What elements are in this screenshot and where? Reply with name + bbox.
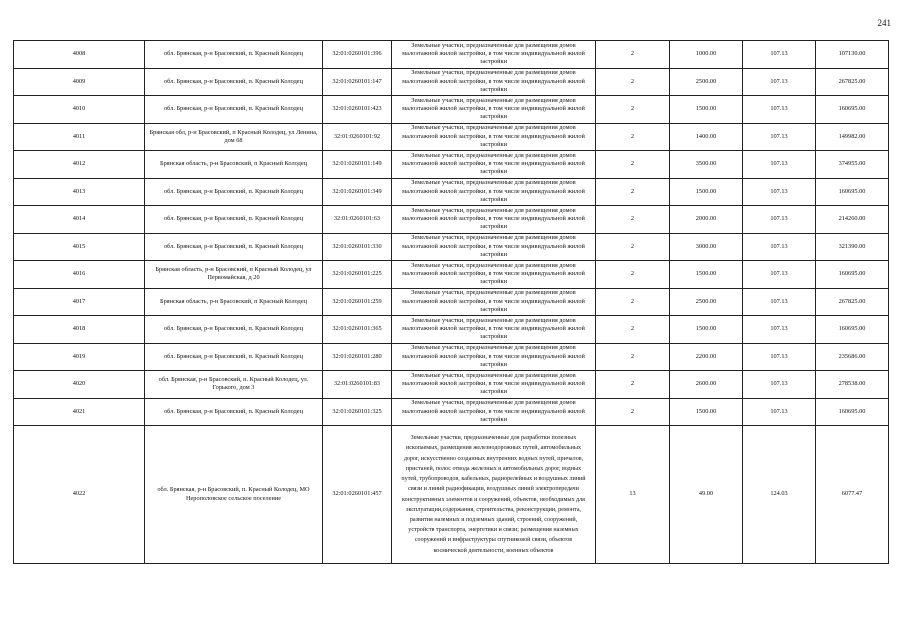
specific-value-cell: 107.13 — [743, 261, 816, 289]
table-row — [14, 96, 889, 124]
area-cell: 2500.00 — [670, 68, 743, 96]
cadastral-number-cell: 32:01:0260101:330 — [323, 233, 392, 261]
specific-value-cell: 107.13 — [743, 233, 816, 261]
permitted-use-cell: Земельные участки, предназначенные для размещения домов малоэтажной жилой застройки, в том числе индивидуальной жилой застройки — [392, 398, 596, 426]
permitted-use-cell: Земельные участки, предназначенные для размещения домов малоэтажной жилой застройки, в том числе индивидуальной жилой застройки — [392, 96, 596, 124]
specific-value-cell: 107.13 — [743, 41, 816, 69]
category-code-cell: 2 — [596, 151, 670, 179]
address-cell: обл. Брянская, р-н Брасовский, п. Красный Колодец — [145, 206, 323, 234]
table-row — [14, 398, 889, 426]
cadastral-value-cell: 214260.00 — [816, 206, 889, 234]
specific-value-cell: 107.13 — [743, 68, 816, 96]
registry-body — [14, 41, 889, 564]
specific-value-cell: 107.13 — [743, 371, 816, 399]
cadastral-value-cell: 160695.00 — [816, 96, 889, 124]
address-cell: обл. Брянская, р-н Брасовский, п. Красный Колодец — [145, 41, 323, 69]
record-number-cell: 4017 — [14, 288, 145, 316]
table-row — [14, 41, 889, 69]
area-cell: 1500.00 — [670, 178, 743, 206]
address-cell: обл. Брянская, р-н Брасовский, п. Красный Колодец, МО Нерополовское сельское поселение — [145, 426, 323, 564]
category-code-cell: 2 — [596, 123, 670, 151]
cadastral-number-cell: 32:01:0260101:83 — [323, 371, 392, 399]
cadastral-value-cell: 235686.00 — [816, 343, 889, 371]
cadastral-number-cell: 32:01:0260101:92 — [323, 123, 392, 151]
area-cell: 3500.00 — [670, 151, 743, 179]
record-number-cell: 4020 — [14, 371, 145, 399]
area-cell: 2600.00 — [670, 371, 743, 399]
permitted-use-cell: Земельные участки, предназначенные для размещения домов малоэтажной жилой застройки, в том числе индивидуальной жилой застройки — [392, 151, 596, 179]
cadastral-value-cell: 160695.00 — [816, 261, 889, 289]
cadastral-number-cell: 32:01:0260101:63 — [323, 206, 392, 234]
record-number-cell: 4012 — [14, 151, 145, 179]
address-cell: обл. Брянская, р-н Брасовский, п. Красный Колодец — [145, 343, 323, 371]
table-row — [14, 316, 889, 344]
cadastral-value-cell: 267825.00 — [816, 288, 889, 316]
table-row — [14, 261, 889, 289]
category-code-cell: 2 — [596, 178, 670, 206]
specific-value-cell: 107.13 — [743, 316, 816, 344]
area-cell: 2000.00 — [670, 206, 743, 234]
table-row — [14, 151, 889, 179]
table-row — [14, 371, 889, 399]
record-number-cell: 4011 — [14, 123, 145, 151]
cadastral-number-cell: 32:01:0260101:457 — [323, 426, 392, 564]
cadastral-number-cell: 32:01:0260101:423 — [323, 96, 392, 124]
specific-value-cell: 107.13 — [743, 178, 816, 206]
cadastral-value-cell: 278538.00 — [816, 371, 889, 399]
permitted-use-cell: Земельные участки, предназначенные для размещения домов малоэтажной жилой застройки, в том числе индивидуальной жилой застройки — [392, 123, 596, 151]
specific-value-cell: 107.13 — [743, 398, 816, 426]
record-number-cell: 4013 — [14, 178, 145, 206]
category-code-cell: 2 — [596, 343, 670, 371]
record-number-cell: 4008 — [14, 41, 145, 69]
address-cell: обл. Брянская, р-н Брасовский, п. Красный Колодец — [145, 233, 323, 261]
area-cell: 2200.00 — [670, 343, 743, 371]
table-row — [14, 233, 889, 261]
permitted-use-cell: Земельные участки, предназначенные для размещения домов малоэтажной жилой застройки, в том числе индивидуальной жилой застройки — [392, 233, 596, 261]
cadastral-value-cell: 160695.00 — [816, 398, 889, 426]
record-number-cell: 4016 — [14, 261, 145, 289]
permitted-use-cell: Земельные участки, предназначенные для размещения домов малоэтажной жилой застройки, в том числе индивидуальной жилой застройки — [392, 41, 596, 69]
table-row — [14, 68, 889, 96]
area-cell: 1500.00 — [670, 96, 743, 124]
permitted-use-cell: Земельные участки, предназначенные для размещения домов малоэтажной жилой застройки, в том числе индивидуальной жилой застройки — [392, 261, 596, 289]
cadastral-value-cell: 267825.00 — [816, 68, 889, 96]
specific-value-cell: 107.13 — [743, 96, 816, 124]
category-code-cell: 2 — [596, 398, 670, 426]
specific-value-cell: 107.13 — [743, 288, 816, 316]
area-cell: 1500.00 — [670, 316, 743, 344]
cadastral-number-cell: 32:01:0260101:325 — [323, 398, 392, 426]
specific-value-cell: 107.13 — [743, 123, 816, 151]
category-code-cell: 2 — [596, 316, 670, 344]
record-number-cell: 4015 — [14, 233, 145, 261]
cadastral-number-cell: 32:01:0260101:147 — [323, 68, 392, 96]
address-cell: обл. Брянская, р-н Брасовский, п. Красный Колодец, ул. Горького, дом 3 — [145, 371, 323, 399]
specific-value-cell: 107.13 — [743, 206, 816, 234]
area-cell: 1500.00 — [670, 398, 743, 426]
permitted-use-cell: Земельные участки, предназначенные для размещения домов малоэтажной жилой застройки, в том числе индивидуальной жилой застройки — [392, 371, 596, 399]
area-cell: 49.00 — [670, 426, 743, 564]
address-cell: обл. Брянская, р-н Брасовский, п. Красный Колодец — [145, 178, 323, 206]
cadastral-number-cell: 32:01:0260101:225 — [323, 261, 392, 289]
cadastral-number-cell: 32:01:0260101:365 — [323, 316, 392, 344]
area-cell: 3000.00 — [670, 233, 743, 261]
cadastral-value-cell: 160695.00 — [816, 316, 889, 344]
permitted-use-cell: Земельные участки, предназначенные для размещения домов малоэтажной жилой застройки, в том числе индивидуальной жилой застройки — [392, 343, 596, 371]
cadastral-value-cell: 149982.00 — [816, 123, 889, 151]
cadastral-value-cell: 374955.00 — [816, 151, 889, 179]
category-code-cell: 2 — [596, 261, 670, 289]
address-cell: обл. Брянская, р-н Брасовский, п. Красный Колодец — [145, 68, 323, 96]
permitted-use-cell: Земельные участки, предназначенные для разработки полезных ископаемых, размещения железнодорожных путей, автомобильных дорог, искусственно созданных внутренних водных путей, причалов, пристаней, полос отвода железных и автомобильных дорог, водных путей, трубопроводов, кабельных, радиорелейных и воздушных линий связи и линий радиофикации, воздушных линий электропередачи конструктивных элементов и сооружений, объектов, необходимых для эксплуатации,содержания, строительства, реконструкции, ремонта, развития наземных и подземных зданий, строений, сооружений, устройств транспорта, энергетики и связи; размещения наземных сооружений и инфраструктуры спутниковой связи, объектов космической деятельности, военных объектов — [392, 426, 596, 564]
table-row — [14, 426, 889, 564]
specific-value-cell: 124.03 — [743, 426, 816, 564]
record-number-cell: 4014 — [14, 206, 145, 234]
record-number-cell: 4010 — [14, 96, 145, 124]
cadastral-number-cell: 32:01:0260101:259 — [323, 288, 392, 316]
cadastral-number-cell: 32:01:0260101:280 — [323, 343, 392, 371]
cadastral-value-cell: 321390.00 — [816, 233, 889, 261]
table-row — [14, 288, 889, 316]
cadastral-value-cell: 160695.00 — [816, 178, 889, 206]
category-code-cell: 2 — [596, 371, 670, 399]
address-cell: обл. Брянская, р-н Брасовский, п. Красный Колодец — [145, 316, 323, 344]
category-code-cell: 13 — [596, 426, 670, 564]
area-cell: 1400.00 — [670, 123, 743, 151]
category-code-cell: 2 — [596, 233, 670, 261]
record-number-cell: 4009 — [14, 68, 145, 96]
cadastral-value-cell: 6077.47 — [816, 426, 889, 564]
category-code-cell: 2 — [596, 288, 670, 316]
cadastral-value-cell: 107130.00 — [816, 41, 889, 69]
permitted-use-cell: Земельные участки, предназначенные для размещения домов малоэтажной жилой застройки, в том числе индивидуальной жилой застройки — [392, 316, 596, 344]
address-cell: Брянская область, р-н Брасовский, п Красный Колодец — [145, 288, 323, 316]
specific-value-cell: 107.13 — [743, 343, 816, 371]
table-row — [14, 206, 889, 234]
specific-value-cell: 107.13 — [743, 151, 816, 179]
record-number-cell: 4018 — [14, 316, 145, 344]
area-cell: 2500.00 — [670, 288, 743, 316]
page-number: 241 — [877, 18, 891, 28]
address-cell: обл. Брянская, р-н Брасовский, п. Красный Колодец — [145, 96, 323, 124]
category-code-cell: 2 — [596, 206, 670, 234]
permitted-use-cell: Земельные участки, предназначенные для размещения домов малоэтажной жилой застройки, в том числе индивидуальной жилой застройки — [392, 206, 596, 234]
category-code-cell: 2 — [596, 68, 670, 96]
table-row — [14, 343, 889, 371]
cadastral-number-cell: 32:01:0260101:149 — [323, 151, 392, 179]
cadastral-number-cell: 32:01:0260101:396 — [323, 41, 392, 69]
record-number-cell: 4022 — [14, 426, 145, 564]
permitted-use-cell: Земельные участки, предназначенные для размещения домов малоэтажной жилой застройки, в том числе индивидуальной жилой застройки — [392, 178, 596, 206]
permitted-use-cell: Земельные участки, предназначенные для размещения домов малоэтажной жилой застройки, в том числе индивидуальной жилой застройки — [392, 68, 596, 96]
category-code-cell: 2 — [596, 41, 670, 69]
table-row — [14, 123, 889, 151]
area-cell: 1500.00 — [670, 261, 743, 289]
permitted-use-cell: Земельные участки, предназначенные для размещения домов малоэтажной жилой застройки, в том числе индивидуальной жилой застройки — [392, 288, 596, 316]
area-cell: 1000.00 — [670, 41, 743, 69]
record-number-cell: 4021 — [14, 398, 145, 426]
category-code-cell: 2 — [596, 96, 670, 124]
address-cell: Брянская область, р-н Брасовский, п Красный Колодец — [145, 151, 323, 179]
address-cell: Брянская область, р-н Брасовский, п Красный Колодец, ул Первомайская, д 20 — [145, 261, 323, 289]
land-registry-table — [13, 40, 889, 564]
address-cell: обл. Брянская, р-н Брасовский, п. Красный Колодец — [145, 398, 323, 426]
cadastral-number-cell: 32:01:0260101:349 — [323, 178, 392, 206]
record-number-cell: 4019 — [14, 343, 145, 371]
address-cell: Брянская обл, р-н Брасовский, п Красный Колодец, ул Ленина, дом 68 — [145, 123, 323, 151]
table-row — [14, 178, 889, 206]
